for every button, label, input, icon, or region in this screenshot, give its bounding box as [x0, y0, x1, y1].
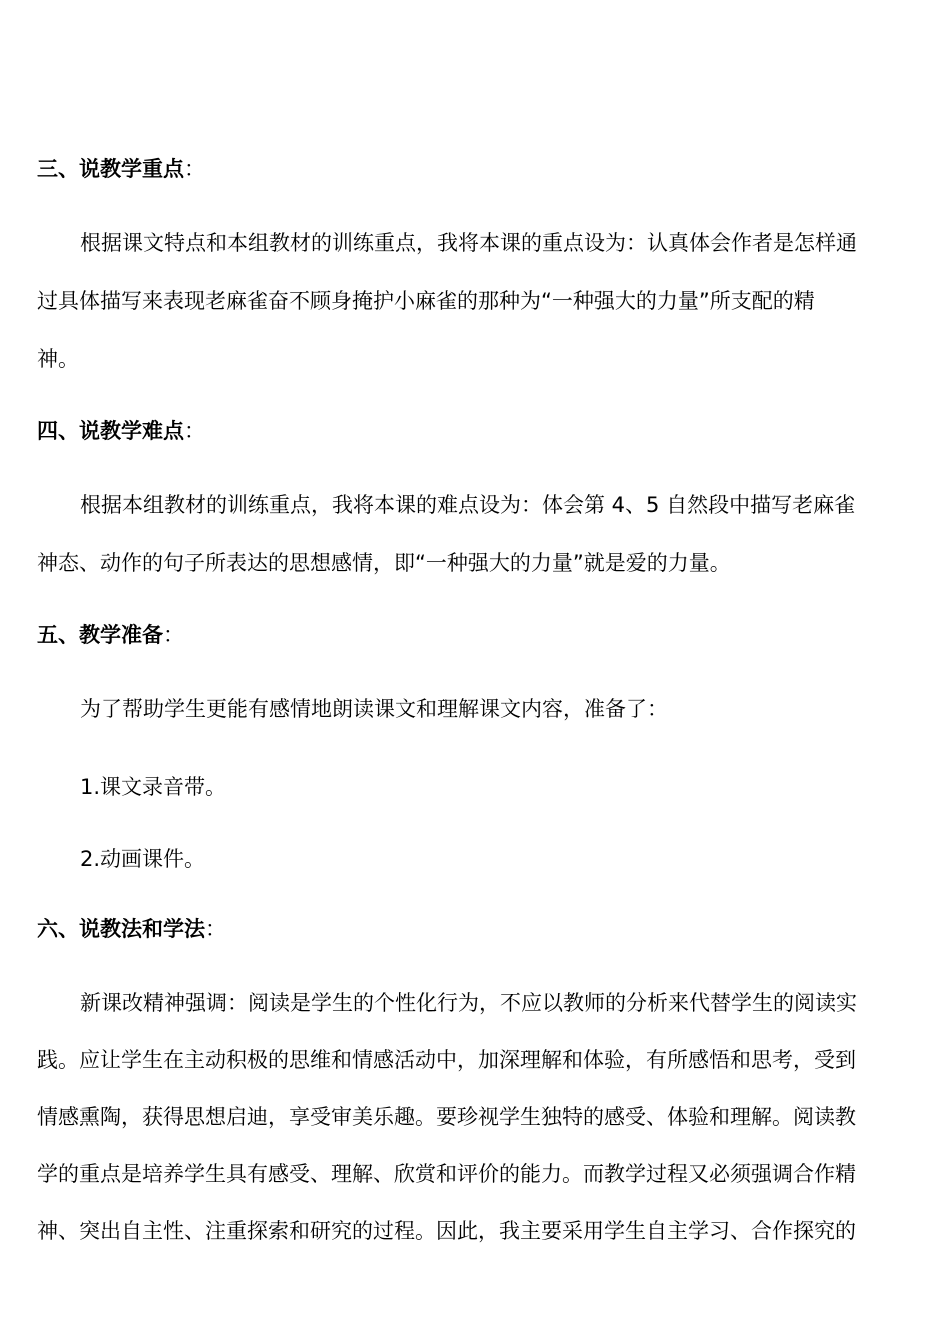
heading-colon: ：	[163, 623, 184, 647]
paragraph-line: 根据课文特点和本组教材的训练重点，我将本课的重点设为：认真体会作者是怎样通	[80, 231, 857, 255]
section-heading-difficult-points	[37, 417, 913, 445]
heading-colon: ：	[205, 917, 226, 941]
heading-colon: ：	[184, 157, 205, 181]
heading-title: 五、教学准备	[37, 623, 163, 647]
section-heading-key-points	[37, 155, 913, 183]
section-heading-methods	[37, 915, 913, 943]
paragraph-line: 为了帮助学生更能有感情地朗读课文和理解课文内容，准备了：	[80, 697, 668, 721]
paragraph-line: 神。	[37, 347, 79, 371]
paragraph-line: 践。应让学生在主动积极的思维和情感活动中，加深理解和体验，有所感悟和思考，受到	[37, 1048, 856, 1072]
paragraph-line: 过具体描写来表现老麻雀奋不顾身掩护小麻雀的那种为“一种强大的力量”所支配的精	[37, 289, 815, 313]
heading-title: 六、说教法和学法	[37, 917, 205, 941]
paragraph-line: 情感熏陶，获得思想启迪，享受审美乐趣。要珍视学生独特的感受、体验和理解。阅读教	[37, 1105, 856, 1129]
list-item: 2.动画课件。	[80, 847, 206, 871]
paragraph-line: 神态、动作的句子所表达的思想感情，即“一种强大的力量”就是爱的力量。	[37, 551, 731, 575]
paragraph-line: 学的重点是培养学生具有感受、理解、欣赏和评价的能力。而教学过程又必须强调合作精	[37, 1162, 856, 1186]
paragraph-line: 新课改精神强调：阅读是学生的个性化行为，不应以教师的分析来代替学生的阅读实	[80, 991, 857, 1015]
paragraph-line: 神、突出自主性、注重探索和研究的过程。因此，我主要采用学生自主学习、合作探究的	[37, 1219, 856, 1243]
section-heading-preparation	[37, 621, 913, 649]
paragraph-line: 根据本组教材的训练重点，我将本课的难点设为：体会第 4、5 自然段中描写老麻雀	[80, 493, 856, 517]
heading-title: 三、说教学重点	[37, 157, 184, 181]
heading-title: 四、说教学难点	[37, 419, 184, 443]
heading-colon: ：	[184, 419, 205, 443]
list-item: 1.课文录音带。	[80, 775, 227, 799]
